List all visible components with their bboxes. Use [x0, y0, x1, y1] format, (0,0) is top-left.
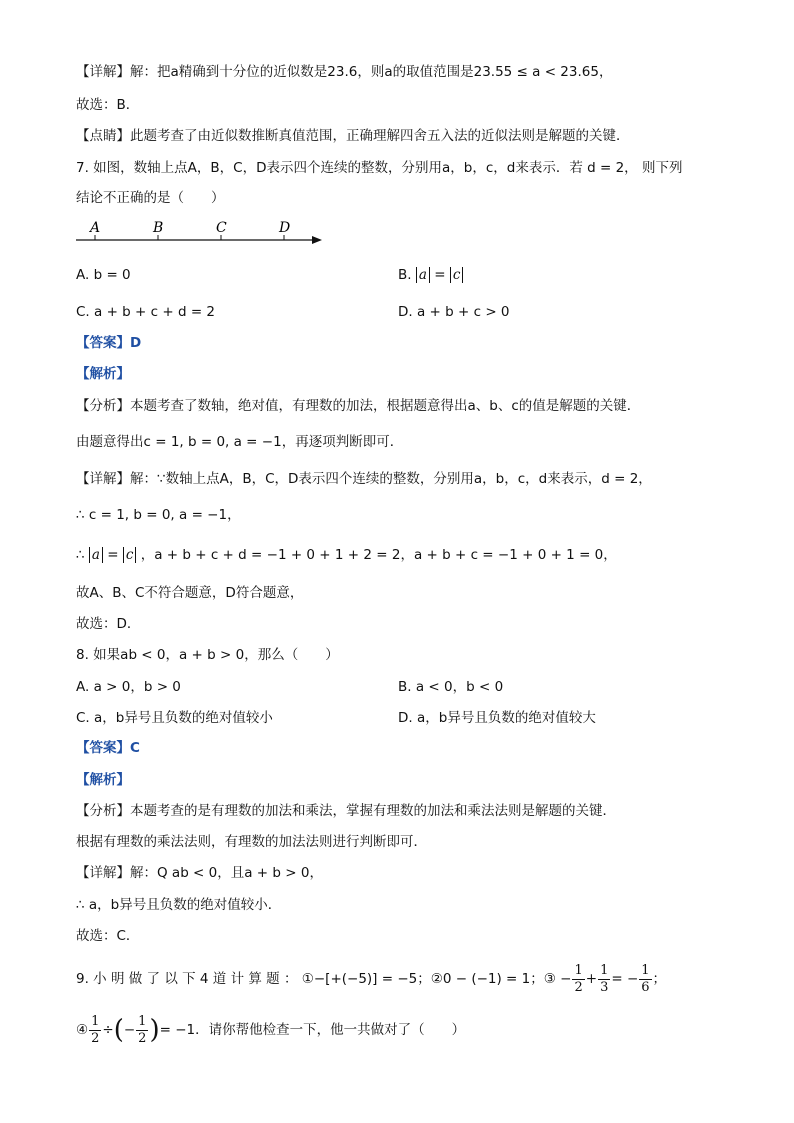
- abs-a: a: [416, 267, 430, 283]
- q7-option-a: A. b = 0: [76, 267, 131, 283]
- point-a-label: A: [90, 220, 101, 236]
- q9-prefix: 9. 小 明 做 了 以 下 4 道 计 算 题 ： ①: [76, 971, 314, 987]
- remark-line: 【点睛】此题考查了由近似数推断真值范围，正确理解四舍五入法的近似法则是解题的关键．: [76, 128, 630, 144]
- point-d-label: D: [279, 220, 291, 236]
- solution-line-1: 【详解】解：把a精确到十分位的近似数是23.6，则a的取值范围是23.55 ≤ a < 23.65，: [76, 64, 613, 80]
- q8-option-a: A. a > 0，b > 0: [76, 679, 181, 695]
- fraction-half-1: $\frac{1}{2}$: [91, 1013, 100, 1046]
- number-line-figure: [70, 216, 330, 250]
- fraction-1-3: $\frac{1}{3}$: [600, 962, 609, 995]
- equals-sign: =: [434, 267, 446, 283]
- fraction-half-2: $\frac{1}{2}$: [138, 1013, 147, 1046]
- detail-8-b: ∴ a，b异号且负数的绝对值较小．: [76, 897, 282, 913]
- q7-option-d: D. a + b + c > 0: [398, 304, 510, 320]
- therefore-sign: ∴: [76, 547, 85, 563]
- analysis-7-heading: 【解析】: [76, 366, 130, 382]
- detail-7-c: [76, 545, 617, 565]
- q9-tail: = −1．请你帮他检查一下，他一共做对了（ ）: [159, 1022, 466, 1038]
- abs-c: c: [450, 267, 464, 283]
- detail-7-d: 故A、B、C不符合题意，D符合题意，: [76, 585, 304, 601]
- question-7-stem-cont: 结论不正确的是（ ）: [76, 190, 225, 206]
- q9-item-1: −[+(−5)] = −5；: [313, 971, 431, 987]
- q8-option-d: D. a，b异号且负数的绝对值较大: [398, 710, 596, 726]
- q9-item-2: ②0 − (−1) = 1；③: [430, 971, 556, 987]
- abs-a-2: a: [89, 547, 103, 563]
- answer-8: 【答案】C: [76, 740, 140, 756]
- point-c-label: C: [216, 220, 227, 236]
- detail-7-c-tail: ，a + b + c + d = −1 + 0 + 1 + 2 = 2，a + b + c = −1 + 0 + 1 = 0，: [140, 547, 617, 563]
- q7-option-b: [398, 265, 463, 285]
- choice-line: 故选：B．: [76, 97, 140, 113]
- equals-sign-2: =: [107, 547, 119, 563]
- circled-4: ④: [76, 1022, 89, 1038]
- detail-7-e: 故选：D．: [76, 616, 141, 632]
- question-9-stem-cont: ④ $\frac{1}{2}$ ÷(− $\frac{1}{2}$ )= −1．请你帮他检查一下，他一共做对了（ ）: [76, 1013, 466, 1046]
- q8-option-b: B. a < 0，b < 0: [398, 679, 504, 695]
- detail-7-b: ∴ c = 1, b = 0, a = −1，: [76, 507, 241, 523]
- question-7-stem: 7. 如图，数轴上点A，B，C，D表示四个连续的整数，分别用a，b，c，d来表示．若 d = 2， 则下列: [76, 160, 683, 176]
- question-8-stem: 8. 如果ab < 0，a + b > 0，那么（ ）: [76, 647, 339, 663]
- analysis-7: 【分析】本题考查了数轴，绝对值，有理数的加法，根据题意得出a、b、c的值是解题的关键．: [76, 398, 641, 414]
- analysis-8-b: 根据有理数的乘法法则，有理数的加法法则进行判断即可．: [76, 834, 427, 850]
- q7-option-c: C. a + b + c + d = 2: [76, 304, 216, 320]
- arrow-icon: [312, 236, 322, 244]
- analysis-8-heading: 【解析】: [76, 772, 130, 788]
- q7-option-b-label: B.: [398, 267, 412, 283]
- analysis-7-b: 由题意得出c = 1, b = 0, a = −1，再逐项判断即可．: [76, 434, 404, 450]
- detail-8: 【详解】解：Q ab < 0，且a + b > 0，: [76, 865, 323, 881]
- detail-8-c: 故选：C．: [76, 928, 140, 944]
- fraction-1-2: $\frac{1}{2}$: [574, 962, 583, 995]
- analysis-8: 【分析】本题考查的是有理数的加法和乘法，掌握有理数的加法和乘法法则是解题的关键．: [76, 803, 616, 819]
- detail-7: 【详解】解：∵数轴上点A，B，C，D表示四个连续的整数，分别用a，b，c，d来表示，d = 2，: [76, 471, 652, 487]
- fraction-1-6: $\frac{1}{6}$: [641, 962, 650, 995]
- question-9-stem: 9. 小 明 做 了 以 下 4 道 计 算 题 ： ①−[+(−5)] = −5；②0 − (−1) = 1；③ − $\frac{1}{2}$ + $\frac{1}{3}$ = − $\frac{1}{6}$ ；: [76, 962, 667, 995]
- abs-c-2: c: [123, 547, 137, 563]
- q8-option-c: C. a，b异号且负数的绝对值较小: [76, 710, 273, 726]
- answer-7: 【答案】D: [76, 335, 142, 351]
- point-b-label: B: [153, 220, 164, 236]
